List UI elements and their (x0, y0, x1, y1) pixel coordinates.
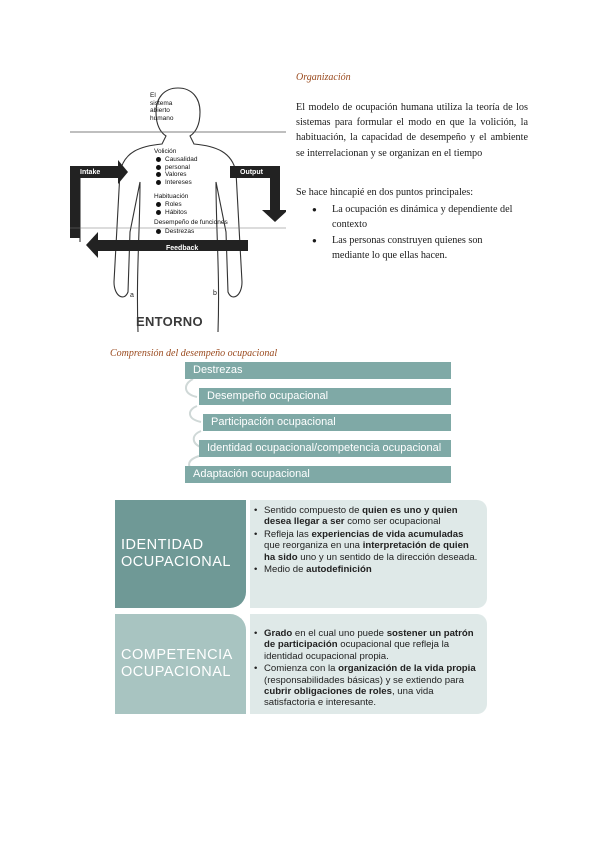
output-down-bar (270, 166, 280, 210)
desempeno-title: Desempeño de funciones (154, 219, 228, 226)
comprension-bar-stack (185, 362, 451, 484)
bar-adaptacion: Adaptación ocupacional (185, 466, 451, 483)
identidad-bullet (254, 564, 481, 575)
bold-run: organización de la vida propia (338, 663, 476, 675)
text-run: que reorganiza en una (264, 540, 363, 552)
output-label: Output (240, 169, 263, 176)
identidad-heading (115, 500, 246, 608)
competencia-heading (115, 614, 246, 714)
volicion-item: Causalidad (154, 156, 198, 164)
output-arrow-icon (262, 210, 286, 222)
bar-desempeno: Desempeño ocupacional (199, 388, 451, 405)
competencia-bullet (254, 628, 481, 662)
bar-participacion: Participación ocupacional (203, 414, 451, 431)
identidad-bullet (254, 505, 481, 528)
bold-run: sostener un patrón de participación (264, 628, 474, 651)
text-run: Comienza con la (264, 663, 339, 675)
human-system-figure (70, 82, 286, 332)
habituacion-item: Hábitos (154, 209, 187, 217)
system-label-line: sistema (150, 99, 173, 107)
desempeno-list (154, 228, 194, 236)
feedback-label: Feedback (166, 245, 199, 252)
organizacion-intro: Se hace hincapié en dos puntos principales: (296, 187, 474, 198)
organizacion-title: Organización (296, 72, 351, 83)
identidad-heading-line: OCUPACIONAL (121, 554, 231, 570)
organizacion-bullet: ● La ocupación es dinámica y dependiente del contexto (312, 203, 518, 232)
bold-run: experiencias de vida acumuladas (311, 528, 464, 540)
text-run: Sentido compuesto de (264, 505, 363, 516)
habituacion-title: Habituación (154, 193, 189, 200)
competencia-bullet (254, 663, 481, 709)
competencia-heading-line: COMPETENCIA (121, 647, 233, 663)
organizacion-bullets (312, 203, 518, 265)
text-run: Refleja las (264, 528, 312, 540)
volicion-list (154, 156, 198, 186)
bold-run: Grado (264, 628, 293, 639)
text-run: como ser ocupacional (344, 516, 441, 528)
text-run: (responsabilidades básicas) y se extiendo para (264, 674, 464, 686)
habituacion-list (154, 201, 187, 216)
left-loop-bar (70, 178, 80, 238)
environment-label: ENTORNO (136, 314, 203, 329)
bar-destrezas: Destrezas (185, 362, 451, 379)
identidad-content (250, 500, 487, 608)
volicion-item: personal (154, 164, 198, 172)
text-run: Medio de (264, 564, 307, 576)
volicion-item: Valores (154, 171, 198, 179)
system-label-line: El (150, 92, 156, 99)
organizacion-paragraph: El modelo de ocupación humana utiliza la teoría de los sistemas para formular el modo en que la volición, la habituación, la capacidad de desempeño y el ambiente se interrelacionan y se organizan en el tiempo (296, 102, 528, 159)
bold-run: cubrir obligaciones de roles (264, 686, 392, 698)
identidad-block (115, 500, 487, 608)
system-label (150, 92, 210, 122)
comprension-title: Comprensión del desempeño ocupacional (110, 348, 278, 359)
text-run: ocupacional que refleja la identidad ocupacional propia. (264, 639, 450, 662)
identidad-bullet (254, 529, 481, 563)
competencia-content (250, 614, 487, 714)
organizacion-bullet: ● Las personas construyen quienes son mediante lo que ellas hacen. (312, 234, 518, 263)
volicion-item: Intereses (154, 179, 198, 187)
competencia-block (115, 614, 487, 714)
text-run: , una vida satisfactoria e interesante. (264, 686, 434, 709)
hand-left-label: a (130, 292, 134, 299)
bold-run: autodefinición (306, 564, 372, 576)
hand-right-label: b (213, 290, 217, 297)
competencia-heading-line: OCUPACIONAL (121, 664, 231, 680)
identidad-heading-line: IDENTIDAD (121, 537, 204, 553)
desempeno-item: Destrezas (154, 228, 194, 236)
intake-label: Intake (80, 169, 101, 176)
volicion-title: Volición (154, 148, 177, 155)
text-run: uno y un sentido de la dirección deseada. (297, 551, 478, 563)
system-label-line: abierto (150, 107, 170, 114)
system-label-line: humano (150, 114, 174, 122)
bar-identidad: Identidad ocupacional/competencia ocupacional (199, 440, 451, 457)
bold-run: quien es uno y quien desea llegar a ser (264, 505, 458, 528)
text-run: en el cual uno puede (292, 628, 387, 639)
bold-run: interpretación de quien ha sido (264, 540, 469, 563)
habituacion-item: Roles (154, 201, 187, 209)
